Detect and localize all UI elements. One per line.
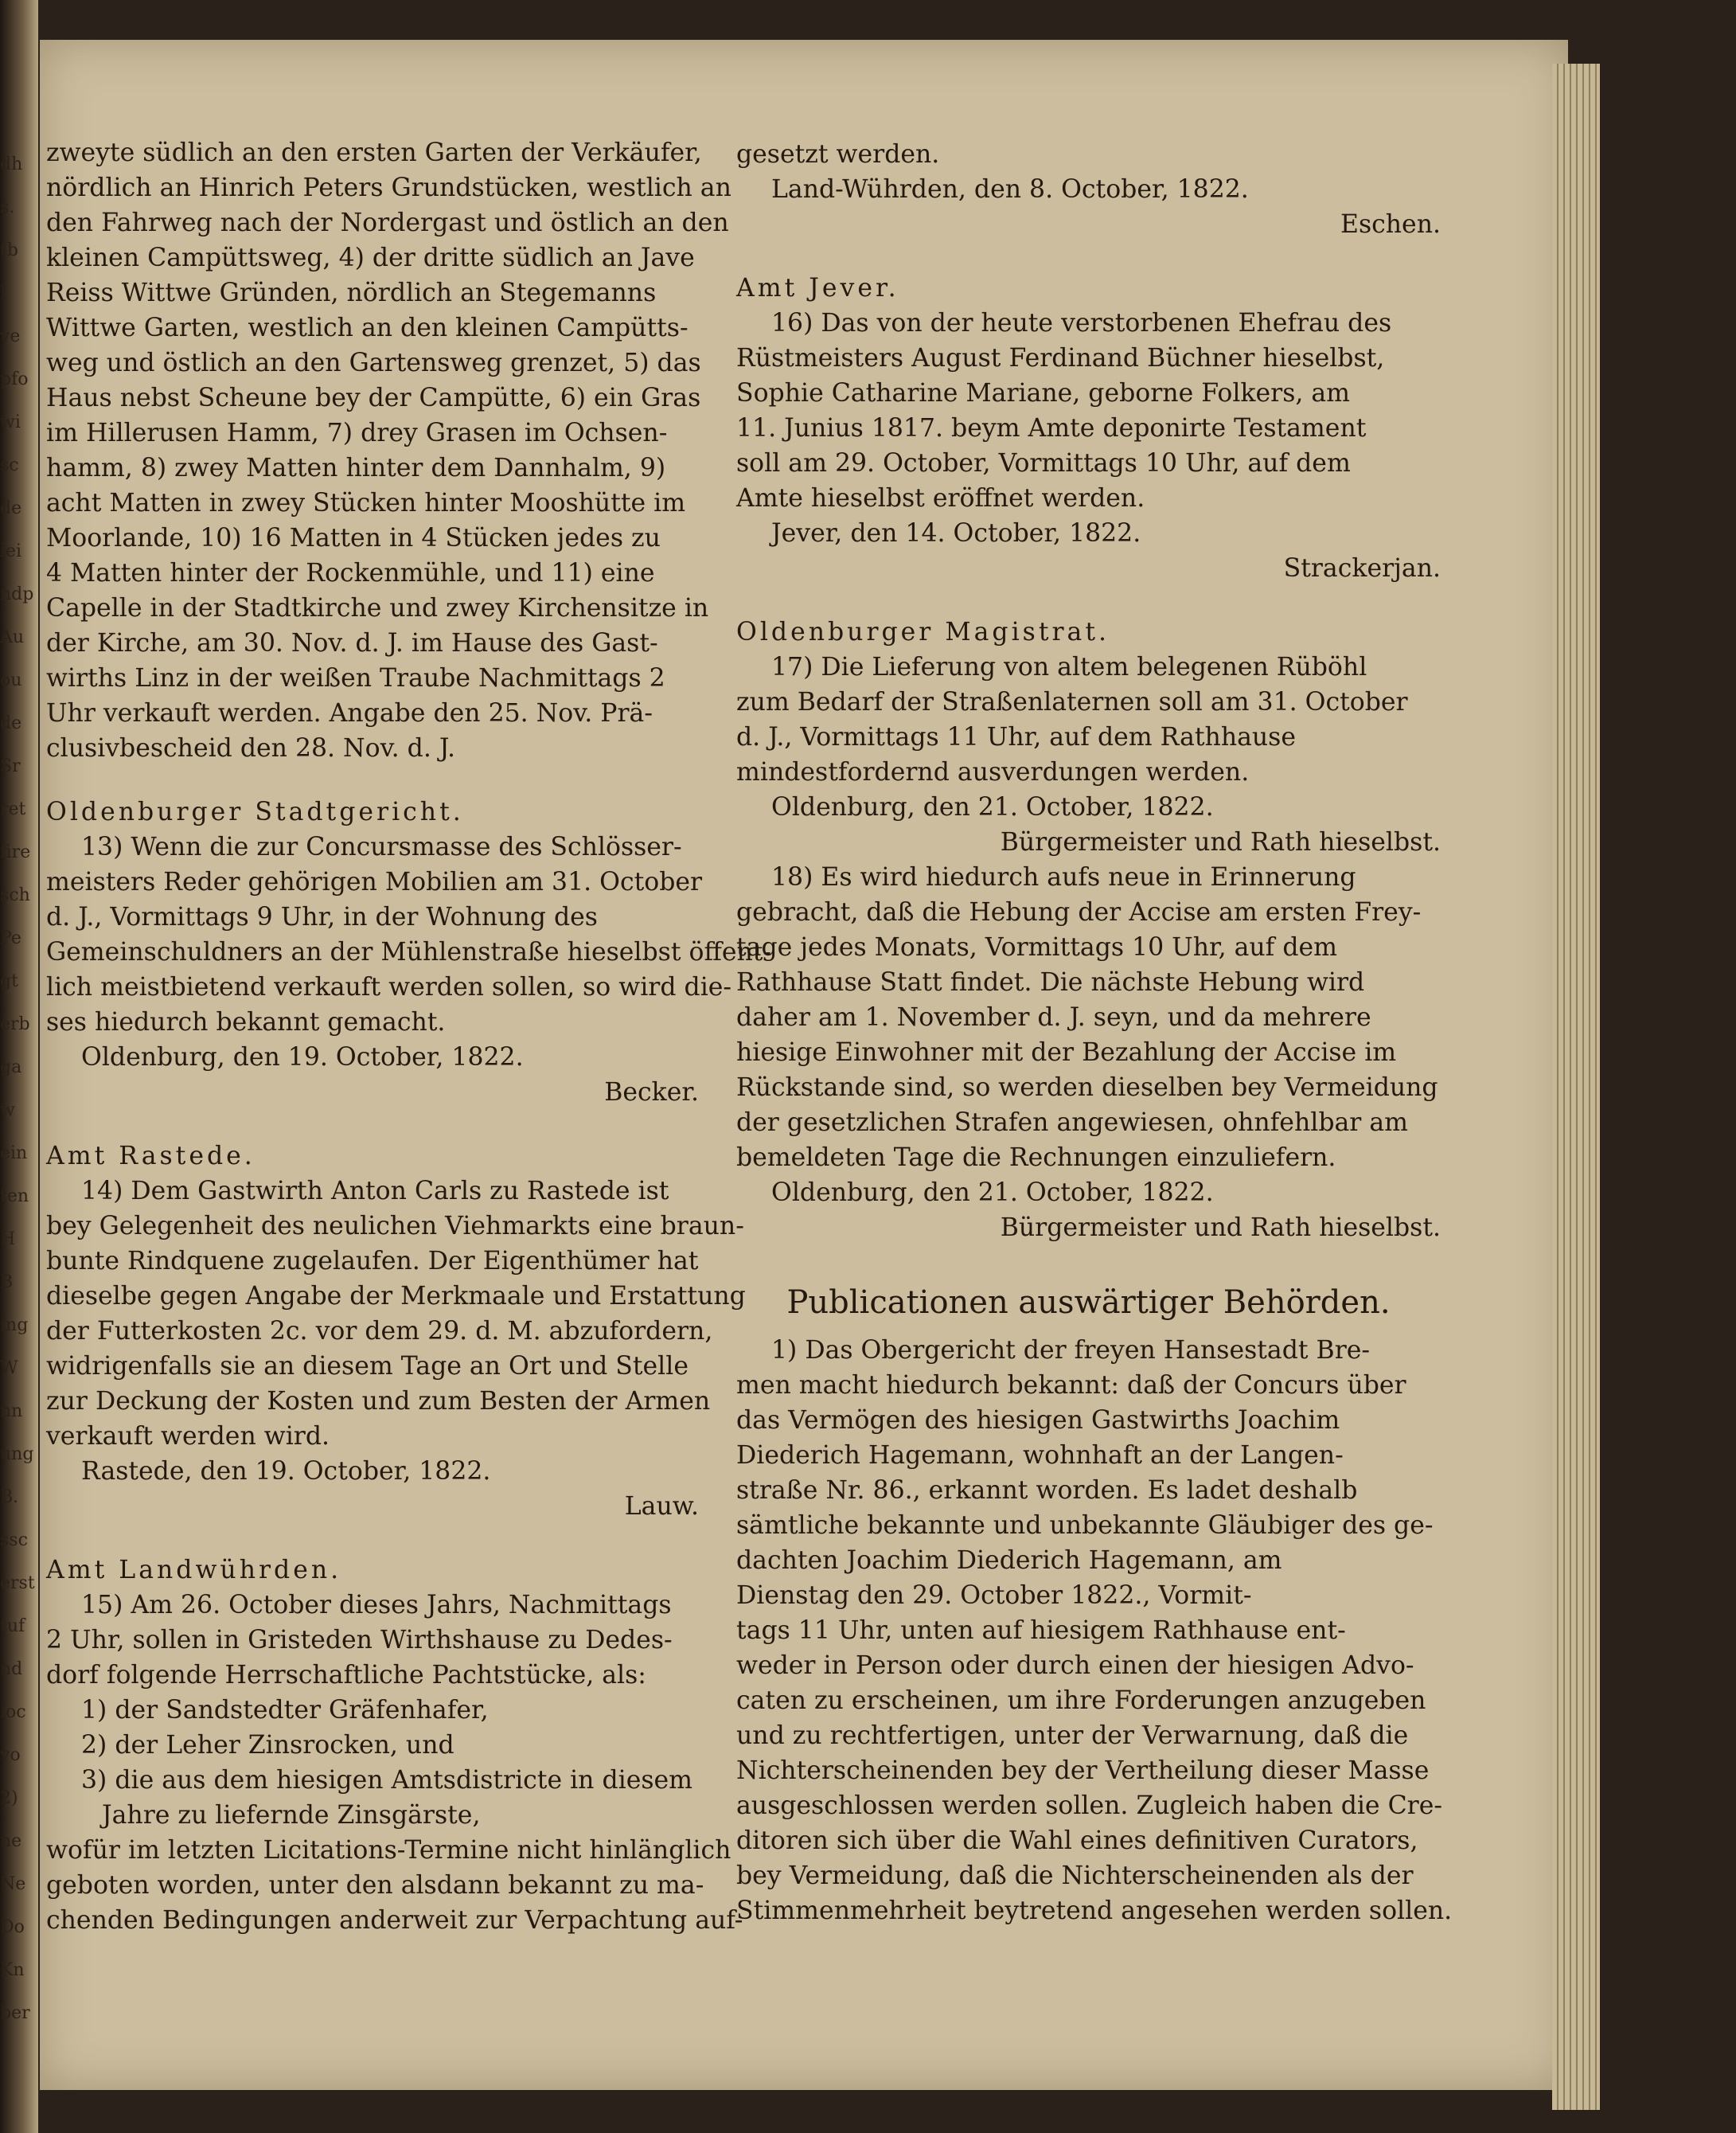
margin-fragment: ein <box>0 1143 28 1163</box>
text-line: soll am 29. October, Vormittags 10 Uhr, auf dem <box>736 449 1351 478</box>
text-line: 2) der Leher Zinsrocken, und <box>81 1731 454 1760</box>
text-line: weg und östlich an den Gartensweg grenzet, 5) das <box>46 349 701 377</box>
text-line: 17) Die Lieferung von altem belegenen Rüböhl <box>771 653 1367 682</box>
margin-fragment: tb <box>0 240 18 260</box>
text-line: Stimmenmehrheit beytretend angesehen werden sollen. <box>736 1897 1453 1925</box>
text-line: Diederich Hagemann, wohnhaft an der Langen- <box>736 1441 1344 1470</box>
margin-fragment: fire <box>0 842 31 862</box>
text-line: mindestfordernd ausverdungen werden. <box>736 758 1250 787</box>
margin-fragment: erst <box>0 1573 35 1593</box>
text-line: der Futterkosten 2c. vor dem 29. d. M. abzufordern, <box>46 1317 713 1346</box>
text-line: Jahre zu liefernde Zinsgärste, <box>102 1801 481 1830</box>
text-line: Wittwe Garten, westlich an den kleinen Campütts- <box>46 314 689 342</box>
text-line: daher am 1. November d. J. seyn, und da mehrere <box>736 1003 1371 1032</box>
margin-fragment: ssc <box>0 1530 28 1550</box>
margin-fragment: Do <box>0 1917 25 1937</box>
text-line: geboten worden, unter den alsdann bekannt zu ma- <box>46 1871 704 1900</box>
section-heading: Amt Landwührden. <box>46 1556 342 1584</box>
text-line: zweyte südlich an den ersten Garten der Verkäufer, <box>46 139 702 167</box>
page-edges <box>1552 64 1600 2110</box>
text-line: im Hillerusen Hamm, 7) drey Grasen im Ochsen- <box>46 419 668 447</box>
text-line: 2 Uhr, sollen in Gristeden Wirthshause zu Dedes- <box>46 1626 673 1654</box>
margin-fragment: gt <box>0 971 18 991</box>
text-line: ses hiedurch bekannt gemacht. <box>46 1008 446 1037</box>
right-column <box>736 137 1453 1928</box>
text-line: acht Matten in zwey Stücken hinter Mooshütte im <box>46 489 686 518</box>
spacer <box>46 1524 699 1535</box>
margin-fragment: de <box>0 498 22 518</box>
margin-fragment: dh <box>0 154 23 174</box>
text-line: widrigenfalls sie an diesem Tage an Ort und Stelle <box>46 1352 689 1381</box>
text-line: gesetzt werden. <box>736 140 940 169</box>
text-line: gebracht, daß die Hebung der Accise am ersten Frey- <box>736 898 1422 927</box>
margin-fragment: ne <box>0 1831 22 1851</box>
margin-fragment: I <box>0 283 7 303</box>
text-line: Haus nebst Scheune bey der Campütte, 6) ein Gras <box>46 384 701 412</box>
text-line: 13) Wenn die zur Concursmasse des Schlösser- <box>81 833 682 861</box>
text-line: kleinen Campüttsweg, 4) der dritte südlich an Jave <box>46 244 695 272</box>
margin-fragment: Pe <box>0 928 21 948</box>
margin-fragment: lei <box>0 541 22 561</box>
spacer <box>736 242 1441 253</box>
text-line: verkauft werden wird. <box>46 1422 330 1451</box>
margin-fragment: ung <box>0 1444 34 1464</box>
margin-fragment: 2) <box>0 1788 18 1808</box>
margin-fragment: Sr <box>0 756 21 776</box>
margin-fragment: ndp <box>0 584 34 604</box>
margin-fragment: Ne <box>0 1874 26 1894</box>
text-line: men macht hiedurch bekannt: daß der Concurs über <box>736 1371 1406 1400</box>
signature: Eschen. <box>1340 210 1441 239</box>
text-line: Sophie Catharine Mariane, geborne Folkers, am <box>736 379 1351 408</box>
signature: Bürgermeister und Rath hieselbst. <box>1000 1213 1441 1242</box>
text-line: Gemeinschuldners an der Mühlenstraße hieselbst öffent- <box>46 938 772 967</box>
text-line: 15) Am 26. October dieses Jahrs, Nachmittags <box>81 1591 672 1619</box>
section-heading: Amt Rastede. <box>46 1142 256 1170</box>
text-line: Oldenburg, den 19. October, 1822. <box>81 1043 524 1072</box>
text-line: wirths Linz in der weißen Traube Nachmittags 2 <box>46 664 665 693</box>
margin-fragment: sch <box>0 885 30 905</box>
text-line: ausgeschlossen werden sollen. Zugleich haben die Cre- <box>736 1791 1443 1820</box>
text-line: ditoren sich über die Wahl eines definitiven Curators, <box>736 1826 1418 1855</box>
text-line: Oldenburg, den 21. October, 1822. <box>771 1178 1214 1207</box>
text-line: und zu rechtfertigen, unter der Verwarnung, daß die <box>736 1721 1409 1750</box>
text-line: Uhr verkauft werden. Angabe den 25. Nov. Prä- <box>46 699 653 728</box>
margin-fragment: B. <box>0 1487 19 1507</box>
section-heading: Oldenburger Stadtgericht. <box>46 798 464 826</box>
text-line: lich meistbietend verkauft werden sollen, so wird die- <box>46 973 732 1002</box>
text-line: d. J., Vormittags 9 Uhr, in der Wohnung des <box>46 903 598 932</box>
text-line: den Fahrweg nach der Nordergast und östlich an den <box>46 209 729 237</box>
text-line: Moorlande, 10) 16 Matten in 4 Stücken jedes zu <box>46 524 661 553</box>
margin-fragment: tuf <box>0 1616 25 1636</box>
margin-fragment: Kn <box>0 1960 25 1980</box>
text-line: tags 11 Uhr, unten auf hiesigem Rathhause ent- <box>736 1616 1346 1645</box>
margin-fragment: H <box>0 1229 16 1249</box>
margin-fragment: ga <box>0 1057 22 1077</box>
text-line: 3) die aus dem hiesigen Amtsdistricte in diesem <box>81 1766 693 1795</box>
text-line: wofür im letzten Licitations-Termine nicht hinlänglich <box>46 1836 731 1865</box>
text-line: 14) Dem Gastwirth Anton Carls zu Rastede ist <box>81 1177 669 1205</box>
facing-page-margin-text <box>0 143 35 2035</box>
major-heading: Publicationen auswärtiger Behörden. <box>786 1284 1391 1321</box>
margin-fragment: nd <box>0 1659 23 1679</box>
margin-fragment: W <box>0 1358 18 1378</box>
margin-fragment: ou <box>0 670 22 690</box>
text-line: Land-Wührden, den 8. October, 1822. <box>771 175 1249 204</box>
text-line: hiesige Einwohner mit der Bezahlung der Accise im <box>736 1038 1397 1067</box>
text-line: dachten Joachim Diederich Hagemann, am <box>736 1546 1282 1575</box>
margin-fragment: ioc <box>0 1702 26 1722</box>
text-line: 1) Das Obergericht der freyen Hansestadt Bre- <box>771 1336 1371 1365</box>
margin-fragment: de <box>0 713 22 733</box>
text-line: 16) Das von der heute verstorbenen Ehefrau des <box>771 309 1392 338</box>
text-line: bemeldeten Tage die Rechnungen einzuliefern. <box>736 1143 1336 1172</box>
text-line: Rüstmeisters August Ferdinand Büchner hieselbst, <box>736 344 1385 373</box>
text-line: dorf folgende Herrschaftliche Pachtstücke, als: <box>46 1661 646 1690</box>
signature: Strackerjan. <box>1283 554 1441 583</box>
signature: Bürgermeister und Rath hieselbst. <box>1000 828 1441 857</box>
margin-fragment: w <box>0 1100 15 1120</box>
text-line: Amte hieselbst eröffnet werden. <box>736 484 1145 513</box>
text-line: Rückstande sind, so werden dieselben bey Vermeidung <box>736 1073 1438 1102</box>
text-line: meisters Reder gehörigen Mobilien am 31. October <box>46 868 703 897</box>
text-line: 18) Es wird hiedurch aufs neue in Erinnerung <box>771 863 1356 892</box>
text-line: weder in Person oder durch einen der hiesigen Advo- <box>736 1651 1414 1680</box>
text-line: chenden Bedingungen anderweit zur Verpachtung auf- <box>46 1906 743 1935</box>
margin-fragment: vo <box>0 1745 21 1765</box>
text-line: dieselbe gegen Angabe der Merkmaale und Erstattung <box>46 1282 746 1311</box>
margin-fragment: B <box>0 1272 14 1292</box>
signature: Becker. <box>604 1078 699 1107</box>
text-line: Rastede, den 19. October, 1822. <box>81 1457 491 1486</box>
text-line: bunte Rindquene zugelaufen. Der Eigenthümer hat <box>46 1247 699 1276</box>
text-line: Capelle in der Stadtkirche und zwey Kirchensitze in <box>46 594 709 623</box>
text-line: Oldenburg, den 21. October, 1822. <box>771 793 1214 822</box>
text-line: 11. Junius 1817. beym Amte deponirte Testament <box>736 414 1367 443</box>
margin-fragment: pfo <box>0 369 29 389</box>
text-line: zum Bedarf der Straßenlaternen soll am 31. October <box>736 688 1408 717</box>
text-line: der gesetzlichen Strafen angewiesen, ohnfehlbar am <box>736 1108 1408 1137</box>
margin-fragment: Au <box>0 627 25 647</box>
text-line: bey Gelegenheit des neulichen Viehmarkts eine braun- <box>46 1212 744 1240</box>
spacer <box>46 1110 699 1121</box>
margin-fragment: nn <box>0 1401 23 1421</box>
margin-fragment: ret <box>0 799 26 819</box>
text-line: das Vermögen des hiesigen Gastwirths Joachim <box>736 1406 1340 1435</box>
text-line: der Kirche, am 30. Nov. d. J. im Hause des Gast- <box>46 629 658 658</box>
spacer <box>736 586 1441 597</box>
margin-fragment: s. <box>0 197 15 217</box>
text-line: clusivbescheid den 28. Nov. d. J. <box>46 734 456 763</box>
margin-fragment: erb <box>0 1014 30 1034</box>
spacer <box>736 1245 1441 1256</box>
text-line: Nichterscheinenden bey der Vertheilung dieser Masse <box>736 1756 1430 1785</box>
text-line: 4 Matten hinter der Rockenmühle, und 11) eine <box>46 559 655 588</box>
text-line: d. J., Vormittags 11 Uhr, auf dem Rathhause <box>736 723 1296 752</box>
spacer <box>46 766 699 777</box>
margin-fragment: ten <box>0 1186 29 1206</box>
text-line: Reiss Wittwe Gründen, nördlich an Stegemanns <box>46 279 657 307</box>
section-heading: Oldenburger Magistrat. <box>736 618 1110 647</box>
text-line: zur Deckung der Kosten und zum Besten der Armen <box>46 1387 711 1416</box>
signature: Lauw. <box>624 1492 699 1521</box>
margin-fragment: ber <box>0 2003 30 2023</box>
text-line: 1) der Sandstedter Gräfenhafer, <box>81 1696 489 1725</box>
margin-fragment: ing <box>0 1315 29 1335</box>
margin-fragment: ve <box>0 326 21 346</box>
text-line: Dienstag den 29. October 1822., Vormit- <box>736 1581 1252 1610</box>
text-line: hamm, 8) zwey Matten hinter dem Dannhalm, 9) <box>46 454 666 482</box>
margin-fragment: wi <box>0 412 21 432</box>
margin-fragment: sc <box>0 455 19 475</box>
section-heading: Amt Jever. <box>736 274 899 303</box>
text-line: straße Nr. 86., erkannt worden. Es ladet deshalb <box>736 1476 1358 1505</box>
text-line: nördlich an Hinrich Peters Grundstücken, westlich an <box>46 174 731 202</box>
text-line: caten zu erscheinen, um ihre Forderungen anzugeben <box>736 1686 1426 1715</box>
text-line: bey Vermeidung, daß die Nichterscheinenden als der <box>736 1861 1414 1890</box>
text-line: Rathhause Statt findet. Die nächste Hebung wird <box>736 968 1365 997</box>
text-line: Jever, den 14. October, 1822. <box>771 519 1141 548</box>
text-line: sämtliche bekannte und unbekannte Gläubiger des ge- <box>736 1511 1434 1540</box>
text-line: tage jedes Monats, Vormittags 10 Uhr, auf dem <box>736 933 1338 962</box>
left-column <box>46 135 772 1938</box>
